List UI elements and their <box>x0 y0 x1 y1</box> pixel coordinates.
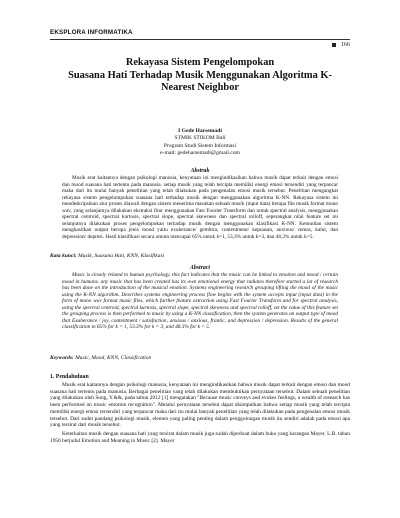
author-block <box>50 128 350 158</box>
abstrak-heading: Abstrak <box>190 168 210 174</box>
abstract-heading: Abstract <box>190 265 210 271</box>
keywords-label: Keywords: <box>50 355 74 361</box>
keywords-text: Musik, Suasana Hati, KNN, Klasifikasi <box>78 253 165 259</box>
section-body <box>50 382 350 446</box>
affiliation-line: e-mail: gedeharsemadi@gmail.com <box>160 150 240 157</box>
page-number: 166 <box>341 42 350 48</box>
title-line: Nearest Neighbor <box>160 82 239 94</box>
abstrak-body <box>62 175 338 240</box>
header-rule <box>50 39 350 40</box>
section-heading: 1. Pendahuluan <box>50 374 89 380</box>
abstrak-keywords <box>50 253 350 260</box>
square-bullet-icon <box>332 43 336 47</box>
journal-name: EKSPLORA INFORMATIKA <box>50 29 133 36</box>
keywords-label: Kata kunci: <box>50 253 77 259</box>
abstrak-text: Musik erat kaitannya dengan psikologi manusia, kenyataan ini mengindikasikan bahwa musik dapat terkait dengan emosi dan mood suasana hati tertentu pada manusia. setiap musik yang telah tercipta memiliki energi emosi tersendiri yang terpancar maka dari itu mulai banyak penelitian yang telah dilakukan pada pengenalan emosi musik tersebut. Penelitian mengangkat rekayasa sistem pengelompokan suasana hati terhadap musik dengan menggunakan algoritma K-NN. Rekayasa sistem ini mendeskripsikan alur proses diawali dengan sistem menerima masukan sebuah musik (input data) berupa file musik format mono wav, yang selanjutnya dilakukan ekstraksi fitur menggunakan Fast Fourier Transform dan untuk spectral analysis, menggunakan spectral centroid, spectral kurtosis, spectral slope, spectral skewness dan spectral rolloff, seperangkat nilai feature set ini selanjutnya dilakukan proses pengelompokan terhadap musik dengan menggunakan klasifikasi K-NN. Kemudian sistem menghasilkan output berupa jenis mood yaitu exuberance/ gembira, contentment/ kepuasan, anxious/ cemas, kalut, dan depression/ depresi. Hasil klasifikasi secara umum mencapai 65% untuk k=1, 53,3% untuk k=3, dan 48,3% untuk k=5. <box>62 175 338 240</box>
title-line: Rekayasa Sistem Pengelompokan <box>125 57 275 68</box>
page-number-block <box>332 42 350 48</box>
author-name: I Gede Harsemadi <box>178 128 222 134</box>
affiliation-line: Program Studi Sistem Informasi <box>163 142 237 149</box>
title-line: Suasana Hati Terhadap Musik Menggunakan Algoritma K- <box>68 69 332 81</box>
abstract-text: Music is closely related to human psychology, this fact indicates that the music can be linked to emotion and mood / certain mood in humans. any music that has been created has its own emotional energy that radiates therefore started a lot of research has been done on the introduction of the musical emotion. Systems engineering research grouping lifting the mood of the music using the K-NN algorithm. Describes systems engineering process flow begins with the system accepts input (input data) in the form of mono wav format music files, which further feature extraction using Fast Fourier Transform and for spectral analysis, using the spectral centroid, spectral kurtosis, spectral slope, spectral skewness and spectral rolloff, set the value of this feature set the grouping process is then performed to music by using a K-NN classification, then the system generates an output type of mood that Exuberance / joy, contentment / satisfaction, anxious / anxious, frantic, and depression / depression. Results of the general classification to 65% for k = 1, 53.3% for k = 3, and 48.3% for k = 5. <box>62 272 338 331</box>
body-paragraph: Musik erat kaitannya dengan psikologi manusia, kenyataan ini mengindikasikan bahwa musik dapat terkait dengan emosi dan mood suasana hati tertentu pada manusia. Berbagai penelitian yang telah dilakukan membuktikan pernyataan tersebut. Dalam sebuah penelitian yang dilakukan oleh Song, Y.&&, pada tahun 2012 [1] mengatakan "Because music conveys and evokes feelings, a wealth of research has been performed on music emotion recognition". Melalui pernyataan tersebut dapat disimpulkan bahwa setiap musik yang telah tercipta memiliki energi emosi tersendiri yang terpancar maka dari itu mulai banyak penelitian yang telah dilakukan pada pengenalan emosi musik tersebut. Dari sudut pandang psikologi musik, elemen yang paling penting dalam penggolongan musik itu sendiri adalah pada emosi apa yang tersirat dari musik tersebut. <box>50 382 350 429</box>
keywords-text: Music, Mood, KNN, Classification <box>75 355 152 361</box>
abstract-body <box>62 272 338 331</box>
body-paragraph: Keterkaitan musik dengan suasana hati yang tersirat dalam musik juga sudah diperkuat dalam buku yang karangan Mayer, L.B. tahun 1956 berjudul Emotion and Meaning in Music [2]. Mayer <box>50 430 350 444</box>
abstract-keywords <box>50 355 350 362</box>
paper-title <box>50 57 350 95</box>
affiliation-line: STMIK STIKOM Bali <box>174 135 226 142</box>
